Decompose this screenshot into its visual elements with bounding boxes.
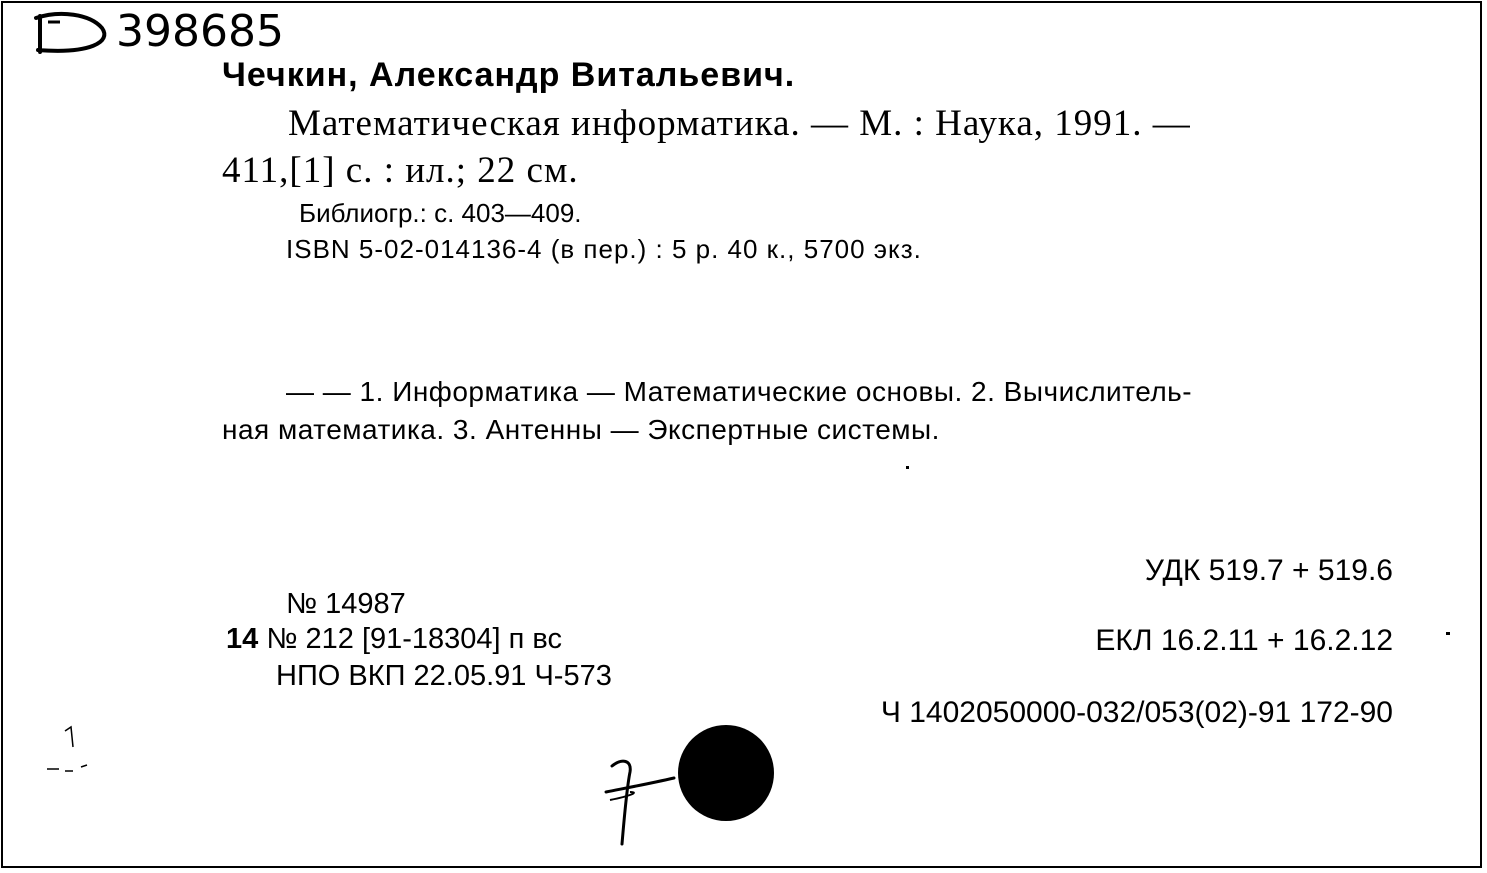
- bibliography-note: Библиогр.: с. 403—409.: [299, 198, 582, 228]
- handwritten-seven-mark: [600, 752, 690, 852]
- npo-line: НПО ВКП 22.05.91 Ч-573: [276, 660, 612, 692]
- udk-classification: УДК 519.7 + 519.6: [1144, 554, 1393, 587]
- speck-mark: [1446, 632, 1450, 635]
- handwritten-d-mark: [30, 8, 120, 58]
- record-number: № 14987: [286, 588, 406, 620]
- punch-hole-dot: [678, 725, 774, 821]
- subject-headings-line1: — — 1. Информатика — Математические основы. 2. Вычислитель-: [286, 376, 1193, 407]
- author-heading: Чечкин, Александр Витальевич.: [222, 56, 796, 94]
- isbn-line: ISBN 5-02-014136-4 (в пер.) : 5 р. 40 к., 5700 экз.: [286, 234, 922, 264]
- order-prefix: 14: [226, 623, 259, 655]
- inventory-number: 398685: [116, 6, 284, 57]
- ekl-classification: ЕКЛ 16.2.11 + 16.2.12: [1095, 624, 1393, 657]
- order-line: [226, 625, 562, 654]
- speck-mark: [906, 466, 909, 469]
- physical-description: 411,[1] с. : ил.; 22 см.: [222, 150, 579, 191]
- stray-marks: [45, 725, 95, 780]
- order-number: № 212 [91-18304] п вс: [266, 623, 563, 655]
- subject-headings-line2: ная математика. 3. Антенны — Экспертные системы.: [222, 414, 940, 445]
- title-statement: Математическая информатика. — М. : Наука, 1991. —: [288, 103, 1191, 144]
- publisher-code: Ч 1402050000-032/053(02)-91 172-90: [880, 696, 1393, 729]
